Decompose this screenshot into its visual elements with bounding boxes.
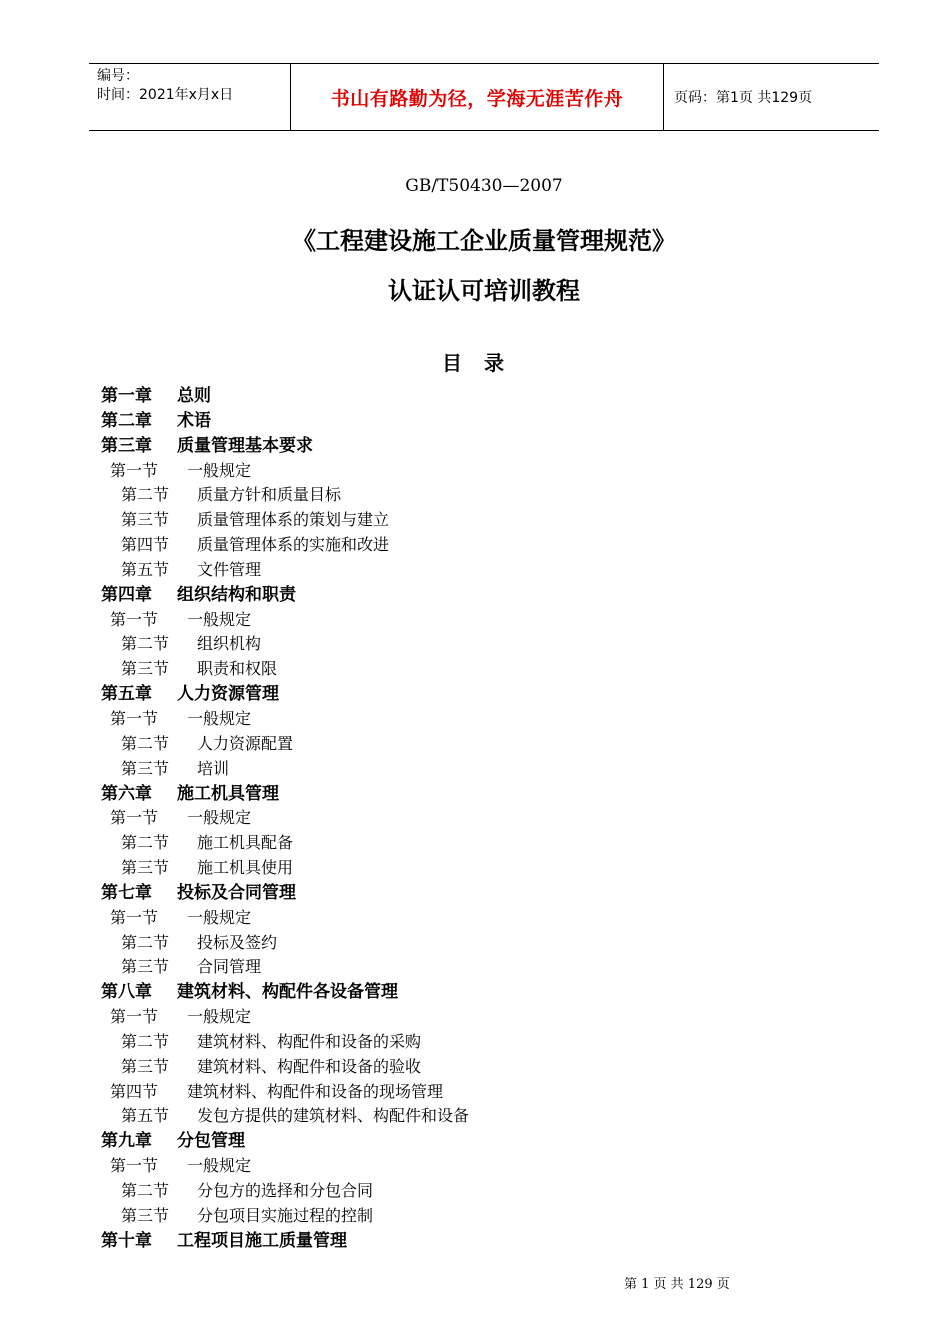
- toc-section-entry: [101, 657, 469, 682]
- toc-entry-number: 第三节: [121, 1056, 170, 1076]
- header-meta-cell: [89, 64, 291, 130]
- toc-section-entry: [101, 508, 469, 533]
- toc-section-entry: [101, 483, 469, 508]
- toc-entry-number: 第四节: [121, 535, 170, 555]
- page-header: [89, 63, 879, 131]
- header-motto-cell: [291, 64, 664, 130]
- toc-entry-title: 分包方的选择和分包合同: [197, 1181, 374, 1200]
- toc-section-entry: [101, 931, 469, 956]
- toc-entry-title: 组织机构: [197, 634, 262, 654]
- toc-chapter-entry: [101, 980, 469, 1005]
- toc-entry-title: 一般规定: [187, 609, 252, 629]
- toc-entry-number: 第五章: [101, 684, 152, 705]
- toc-entry-number: 第七章: [101, 882, 152, 903]
- toc-entry-number: 第五节: [121, 1106, 170, 1126]
- toc-entry-title: 培训: [197, 758, 230, 778]
- header-page-info: 页码：第1页 共129页: [674, 90, 813, 106]
- toc-entry-title: 一般规定: [187, 1007, 252, 1027]
- toc-entry-number: 第一节: [110, 1156, 159, 1176]
- page-footer: 第 1 页 共 129 页: [624, 1277, 730, 1292]
- toc-section-entry: [101, 1179, 469, 1204]
- toc-heading: 目录: [442, 351, 526, 375]
- toc-entry-title: 建筑材料、构配件和设备的验收: [197, 1056, 422, 1076]
- toc-entry-title: 建筑材料、构配件和设备的采购: [197, 1031, 422, 1051]
- toc-entry-title: 一般规定: [187, 907, 252, 927]
- toc-section-entry: [101, 906, 469, 931]
- toc-section-entry: [101, 608, 469, 633]
- toc-entry-number: 第三节: [121, 1205, 170, 1225]
- toc-section-entry: [101, 1104, 469, 1129]
- toc-entry-number: 第三节: [121, 957, 170, 977]
- toc-entry-title: 职责和权限: [197, 659, 278, 679]
- toc-section-entry: [101, 1030, 469, 1055]
- toc-entry-title: 质量管理基本要求: [177, 435, 313, 456]
- toc-entry-title: 文件管理: [197, 559, 262, 579]
- toc-entry-number: 第一章: [101, 386, 152, 406]
- toc-entry-title: 一般规定: [187, 808, 252, 828]
- table-of-contents: [101, 384, 469, 1254]
- toc-entry-title: 投标及签约: [197, 932, 278, 952]
- toc-entry-number: 第二章: [101, 410, 152, 431]
- toc-section-entry: [101, 1055, 469, 1080]
- toc-entry-number: 第三节: [121, 858, 170, 878]
- toc-entry-number: 第三节: [121, 510, 170, 530]
- toc-entry-number: 第二节: [121, 485, 170, 505]
- toc-chapter-entry: [101, 1229, 469, 1254]
- toc-entry-title: 建筑材料、构配件各设备管理: [177, 982, 398, 1003]
- toc-entry-title: 工程项目施工质量管理: [177, 1230, 347, 1251]
- toc-section-entry: [101, 806, 469, 831]
- toc-entry-number: 第一节: [110, 609, 159, 629]
- toc-section-entry: [101, 831, 469, 856]
- toc-entry-title: 质量管理体系的实施和改进: [197, 535, 390, 555]
- header-motto: 书山有路勤为径，学海无涯苦作舟: [330, 87, 624, 110]
- toc-chapter-entry: [101, 782, 469, 807]
- toc-section-entry: [101, 459, 469, 484]
- toc-entry-number: 第四章: [101, 584, 152, 605]
- toc-entry-title: 术语: [177, 410, 211, 431]
- toc-section-entry: [101, 558, 469, 583]
- toc-entry-number: 第三节: [121, 758, 170, 778]
- toc-section-entry: [101, 632, 469, 657]
- toc-chapter-entry: [101, 583, 469, 608]
- toc-section-entry: [101, 707, 469, 732]
- toc-entry-number: 第六章: [101, 783, 152, 804]
- toc-chapter-entry: [101, 409, 469, 434]
- toc-entry-title: 发包方提供的建筑材料、构配件和设备: [197, 1106, 470, 1126]
- toc-section-entry: [101, 955, 469, 980]
- toc-entry-number: 第一节: [110, 907, 159, 927]
- toc-entry-title: 分包管理: [177, 1131, 245, 1152]
- toc-entry-title: 质量管理体系的策划与建立: [197, 510, 390, 530]
- toc-entry-number: 第二节: [121, 634, 170, 654]
- serial-label: 编号：: [97, 68, 139, 84]
- toc-entry-number: 第二节: [121, 1181, 170, 1200]
- toc-entry-title: 人力资源管理: [177, 684, 279, 705]
- toc-entry-number: 第二节: [121, 1031, 170, 1051]
- time-label: 时间：2021年x月x日: [97, 87, 234, 103]
- toc-section-entry: [101, 1005, 469, 1030]
- document-subtitle: 认证认可培训教程: [388, 277, 580, 305]
- toc-entry-number: 第一节: [110, 808, 159, 828]
- toc-chapter-entry: [101, 881, 469, 906]
- toc-entry-number: 第三节: [121, 659, 170, 679]
- toc-entry-number: 第八章: [101, 982, 152, 1003]
- toc-entry-number: 第一节: [110, 1007, 159, 1027]
- toc-entry-title: 一般规定: [187, 460, 252, 480]
- toc-entry-title: 组织结构和职责: [177, 584, 296, 605]
- toc-entry-number: 第一节: [110, 708, 159, 728]
- toc-section-entry: [101, 1080, 469, 1105]
- toc-entry-title: 一般规定: [187, 1156, 252, 1176]
- toc-entry-number: 第九章: [101, 1131, 152, 1152]
- toc-entry-title: 施工机具管理: [177, 783, 279, 804]
- toc-section-entry: [101, 732, 469, 757]
- toc-chapter-entry: [101, 682, 469, 707]
- toc-entry-title: 施工机具使用: [197, 858, 294, 878]
- toc-entry-number: 第二节: [121, 932, 170, 952]
- toc-section-entry: [101, 533, 469, 558]
- toc-entry-number: 第三章: [101, 435, 152, 456]
- toc-entry-number: 第四节: [110, 1081, 159, 1101]
- header-page-cell: [664, 64, 879, 130]
- document-title: 《工程建设施工企业质量管理规范》: [292, 227, 676, 255]
- toc-section-entry: [101, 1204, 469, 1229]
- toc-entry-number: 第十章: [101, 1230, 152, 1251]
- toc-entry-title: 投标及合同管理: [177, 882, 296, 903]
- toc-chapter-entry: [101, 434, 469, 459]
- toc-entry-title: 建筑材料、构配件和设备的现场管理: [187, 1081, 444, 1101]
- toc-chapter-entry: [101, 384, 469, 409]
- toc-section-entry: [101, 757, 469, 782]
- toc-entry-title: 一般规定: [187, 708, 252, 728]
- toc-chapter-entry: [101, 1129, 469, 1154]
- toc-section-entry: [101, 856, 469, 881]
- toc-section-entry: [101, 1154, 469, 1179]
- toc-entry-title: 总则: [177, 386, 211, 406]
- toc-entry-number: 第五节: [121, 559, 170, 579]
- toc-entry-title: 施工机具配备: [197, 833, 294, 853]
- standard-code: GB/T50430—2007: [405, 176, 563, 196]
- toc-entry-title: 人力资源配置: [197, 733, 294, 753]
- toc-entry-number: 第二节: [121, 733, 170, 753]
- toc-entry-number: 第一节: [110, 460, 159, 480]
- toc-entry-number: 第二节: [121, 833, 170, 853]
- toc-entry-title: 合同管理: [197, 957, 262, 977]
- toc-entry-title: 分包项目实施过程的控制: [197, 1205, 374, 1225]
- toc-entry-title: 质量方针和质量目标: [197, 485, 342, 505]
